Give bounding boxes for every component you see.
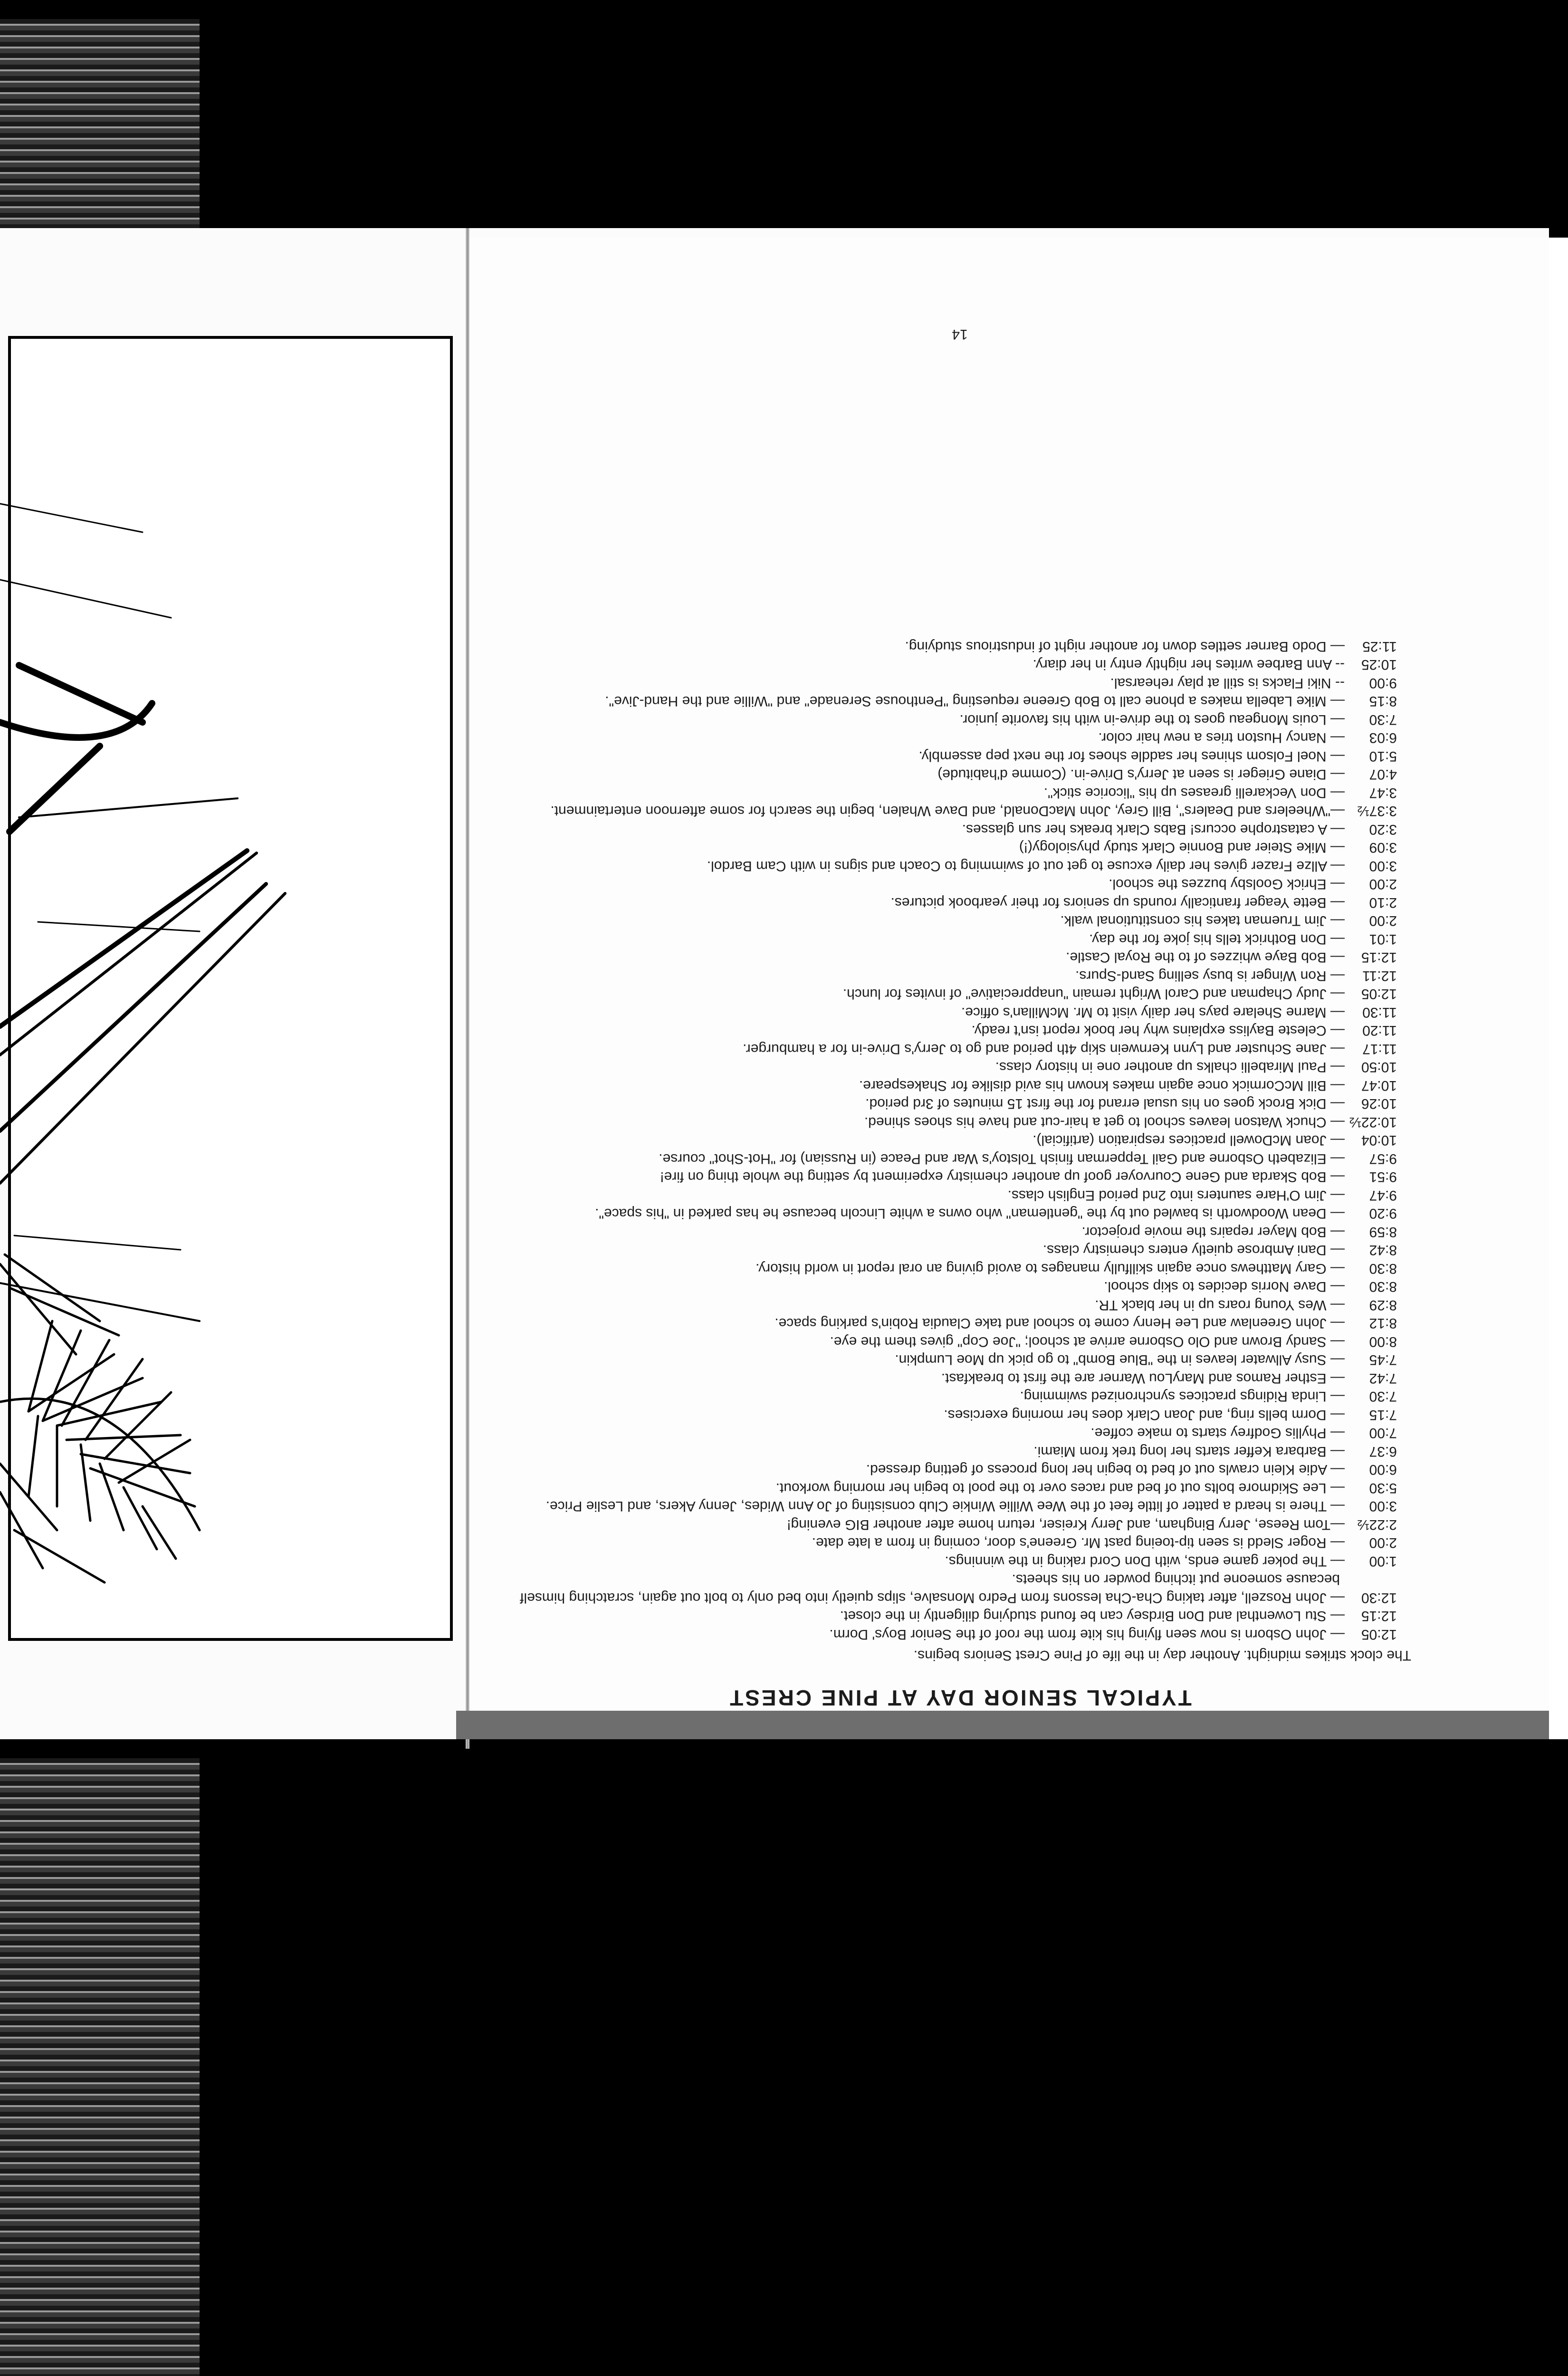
timeline-entry <box>494 802 1411 820</box>
timeline-entry <box>494 857 1411 875</box>
entry-text: — Don Veckarelli greases up his "licorice stick". <box>1043 785 1345 801</box>
entry-time: 12:15 <box>1361 949 1397 966</box>
timeline-entry <box>494 893 1411 912</box>
entry-time: 8:42 <box>1369 1242 1397 1258</box>
entry-text: — Chuck Watson leaves school to get a hair-cut and have his shoes shined. <box>864 1114 1345 1130</box>
entry-time: 5:30 <box>1369 1480 1397 1496</box>
entry-text: — Bob Skarda and Gene Courvoyer goof up another chemistry experiment by setting the whole thing on fire! <box>660 1169 1345 1185</box>
entry-time: 8:00 <box>1369 1334 1397 1350</box>
entry-time: 12:05 <box>1361 986 1397 1002</box>
timeline-entry <box>494 1442 1411 1461</box>
timeline-entry <box>494 1497 1411 1515</box>
entry-time: 7:42 <box>1369 1370 1397 1386</box>
timeline-entry <box>494 1277 1411 1296</box>
timeline-entry <box>494 1607 1411 1625</box>
entry-time: 3:00 <box>1369 858 1397 874</box>
entry-text: — Bette Yeager frantically rounds up seniors for their yearbook pictures. <box>890 895 1345 910</box>
entry-text: — Ron Winger is busy selling Sand-Spurs. <box>1075 968 1345 984</box>
entry-text: — Dorm bells ring, and Joan Clark does her morning exercises. <box>944 1407 1345 1423</box>
timeline-entry <box>494 1241 1411 1259</box>
entry-text: — John Osborn is now seen flying his kite from the roof of the Senior Boys' Dorm. <box>829 1627 1345 1642</box>
entry-text: —Tom Reese, Jerry Bingham, and Jerry Kreiser, return home after another BIG evening! <box>787 1517 1345 1533</box>
book-spine-bottom <box>0 1758 200 2376</box>
entry-time: 7:30 <box>1369 1389 1397 1405</box>
scan-background-top <box>0 0 1568 238</box>
entry-time: 8:30 <box>1369 1279 1397 1295</box>
entry-text: — A catastrophe occurs! Babs Clark breaks her sun glasses. <box>962 822 1345 837</box>
entry-text: — Dodo Barner settles down for another night of industrious studying. <box>905 639 1345 654</box>
entry-time: 6:03 <box>1369 730 1397 746</box>
entry-time: 7:30 <box>1369 712 1397 728</box>
timeline-entry <box>494 1552 1411 1571</box>
entry-text: — Nancy Huston tries a new hair color. <box>1098 730 1345 746</box>
timeline-entry <box>494 1625 1411 1644</box>
timeline-entry <box>494 710 1411 729</box>
entry-time: 3:20 <box>1369 822 1397 837</box>
entry-time: 1:01 <box>1369 931 1397 947</box>
entry-time: 2:00 <box>1369 913 1397 929</box>
page-title: TYPICAL SENIOR DAY AT PINE CREST <box>728 1686 1192 1710</box>
book-spine-top <box>0 19 200 235</box>
timeline-entry <box>494 1058 1411 1076</box>
entry-time: 12:15 <box>1361 1608 1397 1624</box>
entry-text: — Linda Ridings practices synchronized swimming. <box>1020 1389 1345 1405</box>
entry-time: 7:00 <box>1369 1425 1397 1441</box>
entry-time: 1:00 <box>1369 1553 1397 1569</box>
entry-time: 7:45 <box>1369 1352 1397 1368</box>
entry-time: 12:30 <box>1361 1590 1397 1606</box>
entry-time: 2:10 <box>1369 895 1397 910</box>
entry-text: — Wes Young roars up in her black TR. <box>1095 1297 1345 1313</box>
entry-text: — Jim Trueman takes his constitutional walk. <box>1060 913 1345 929</box>
entry-text: — Bob Baye whizzes of to the Royal Castle. <box>1066 949 1345 966</box>
entry-time: 3:00 <box>1369 1498 1397 1514</box>
page-gutter <box>466 228 469 1749</box>
timeline-entry <box>494 838 1411 857</box>
entry-time: 3:09 <box>1369 840 1397 856</box>
entry-text: — Stu Lowenthal and Don Birdsey can be found studying diligently in the closet. <box>840 1608 1345 1624</box>
entry-text: — There is heard a patter of little feet of the Wee Willie Winkie Club consisting of Jo Ann Wides, Jenny Akers, and Leslie Price. <box>545 1498 1345 1514</box>
entry-time: 2:22½ <box>1357 1517 1397 1533</box>
timeline-entry <box>494 765 1411 784</box>
timeline-entry <box>494 1424 1411 1442</box>
timeline-entry <box>494 967 1411 985</box>
intro-paragraph: The clock strikes midnight. Another day in the life of Pine Crest Seniors begins. <box>913 1648 1411 1663</box>
entry-time: 6:00 <box>1369 1462 1397 1478</box>
timeline-entry <box>494 1040 1411 1058</box>
timeline-entry <box>494 948 1411 967</box>
entry-time: 8:29 <box>1369 1297 1397 1313</box>
entry-text: — Don Bothrick tells his joke for the day. <box>1089 931 1345 947</box>
entry-time: 8:30 <box>1369 1261 1397 1276</box>
entry-text: — Dave Norris decides to skip school. <box>1104 1279 1345 1295</box>
entry-text: -- Ann Barbee writes her nightly entry in her diary. <box>1033 657 1345 673</box>
timeline-entry <box>494 875 1411 893</box>
timeline-entry <box>494 911 1411 930</box>
entry-text: — Jane Schuster and Lynn Kernwein skip 4th period and go to Jerry's Drive-in for a hamburger. <box>743 1041 1345 1057</box>
entry-time: 6:37 <box>1369 1444 1397 1459</box>
entry-text: — Susy Allwater leaves in the "Blue Bomb" to go pick up Moe Lumpkin. <box>895 1352 1345 1368</box>
entry-time: 10:50 <box>1361 1059 1397 1075</box>
timeline-entry <box>494 930 1411 948</box>
entry-text: — Bill McCormick once again makes known his avid dislike for Shakespeare. <box>859 1078 1345 1093</box>
entry-text: — Sandy Brown and Olo Osborne arrive at school; "Joe Cop" gives them the eye. <box>830 1334 1345 1350</box>
entry-text: — Bob Mayer repairs the movie projector. <box>1081 1224 1345 1240</box>
timeline-entry <box>494 1351 1411 1369</box>
entry-time: 12:05 <box>1361 1627 1397 1642</box>
entry-text: — Joan McDowell practices respiration (artificial). <box>1033 1132 1345 1149</box>
entry-text: — Dean Woodworth is bawled out by the "gentleman" who owns a white Lincoln because he has parked in "his space". <box>595 1206 1345 1222</box>
timeline-entry <box>494 1076 1411 1095</box>
text-page <box>494 266 1425 1739</box>
timeline-entry <box>494 655 1411 674</box>
timeline-entry <box>494 784 1411 802</box>
entry-time: 8:12 <box>1369 1315 1397 1332</box>
entry-time: 2:00 <box>1369 876 1397 892</box>
timeline-list <box>494 637 1425 1644</box>
timeline-entry <box>494 1186 1411 1205</box>
entry-text: —"Wheelers and Dealers", Bill Grey, John MacDonald, and Dave Whalen, begin the search for some afternoon entertainment. <box>550 803 1345 819</box>
entry-time: 8:15 <box>1369 693 1397 709</box>
timeline-entry <box>494 1296 1411 1314</box>
entry-text: — Ehrick Goolsby buzzes the school. <box>1109 876 1345 892</box>
entry-time: 9:47 <box>1369 1188 1397 1203</box>
entry-time: 3:37½ <box>1357 803 1397 819</box>
entry-text: — Phyllis Godfrey starts to make coffee. <box>1090 1425 1345 1441</box>
timeline-entry <box>494 1168 1411 1186</box>
entry-text: — Mike Labella makes a phone call to Bob Greene requesting "Penthouse Serenade" and "Willie and the Hand-Jive". <box>605 693 1345 709</box>
entry-text: — Noel Folsom shines her saddle shoes for the next pep assembly. <box>918 748 1345 764</box>
entry-text: — Allze Frazer gives her daily excuse to get out of swimming to Coach and signs in with Cam Bardol. <box>707 858 1345 874</box>
timeline-entry <box>494 637 1411 656</box>
entry-text: — Esther Ramos and MaryLou Warner are the first to breakfast. <box>941 1370 1345 1386</box>
timeline-entry <box>494 1387 1411 1406</box>
entry-time: 10:47 <box>1361 1078 1397 1093</box>
timeline-entry <box>494 1479 1411 1497</box>
entry-time: 11:17 <box>1362 1041 1397 1057</box>
pine-branch-illustration <box>0 333 456 1654</box>
entry-text: — John Greenlaw and Lee Henry come to school and take Claudia Robin's parking space. <box>774 1315 1345 1332</box>
entry-time: 9:57 <box>1369 1151 1397 1167</box>
timeline-entry <box>494 1369 1411 1388</box>
timeline-entry <box>494 1113 1411 1131</box>
entry-text: -- Niki Flacks is still at play rehearsal. <box>1110 675 1345 691</box>
entry-time: 10:26 <box>1361 1096 1397 1112</box>
entry-time: 10:04 <box>1361 1132 1397 1149</box>
timeline-entry <box>494 1223 1411 1241</box>
timeline-entry <box>494 1406 1411 1424</box>
timeline-entry <box>494 674 1411 692</box>
timeline-entry <box>494 1570 1411 1607</box>
entry-text: — John Roszell, after taking Cha-Cha lessons from Pedro Monsalve, slips quietly into bed only to bolt out again, scratching himself because someone put itching powder on his sheets. <box>520 1571 1345 1606</box>
timeline-entry <box>494 820 1411 839</box>
entry-text: — Judy Chapman and Carol Wright remain "unappreciative" of invites for lunch. <box>842 986 1345 1002</box>
entry-text: — Gary Matthews once again skillfully manages to avoid giving an oral report in world history. <box>755 1261 1345 1276</box>
entry-time: 12:11 <box>1362 968 1397 984</box>
entry-time: 11:20 <box>1362 1023 1397 1039</box>
timeline-entry <box>494 747 1411 766</box>
timeline-entry <box>494 1131 1411 1150</box>
timeline-entry <box>494 728 1411 747</box>
entry-text: — Elizabeth Osborne and Gail Tepperman finish Tolstoy's War and Peace (in Russian) for "Hot-Shot" course. <box>659 1151 1345 1167</box>
entry-text: — The poker game ends, with Don Cord raking in the winnings. <box>945 1553 1345 1569</box>
entry-text: — Mike Steier and Bonnie Clark study physiology(!) <box>1019 840 1345 856</box>
entry-time: 7:15 <box>1369 1407 1397 1423</box>
timeline-entry <box>494 1150 1411 1168</box>
entry-time: 11:25 <box>1362 639 1397 654</box>
timeline-entry <box>494 1259 1411 1278</box>
timeline-entry <box>494 1515 1411 1534</box>
timeline-entry <box>494 985 1411 1003</box>
scan-background-bottom <box>0 1739 1568 2376</box>
timeline-entry <box>494 692 1411 710</box>
entry-time: 9:20 <box>1369 1206 1397 1222</box>
entry-text: — Paul Mirabelli chalks up another one in history class. <box>995 1059 1345 1075</box>
timeline-entry <box>494 1332 1411 1351</box>
entry-time: 11:30 <box>1362 1005 1397 1020</box>
entry-time: 3:47 <box>1369 785 1397 801</box>
entry-time: 5:10 <box>1369 748 1397 764</box>
timeline-entry <box>494 1533 1411 1552</box>
timeline-entry <box>494 1314 1411 1332</box>
timeline-entry <box>494 1094 1411 1113</box>
entry-text: — Roger Sledd is seen tip-toeing past Mr. Greene's door, coming in from a late date. <box>812 1535 1345 1551</box>
entry-text: — Adie Klein crawls out of bed to begin her long process of getting dressed. <box>866 1462 1345 1478</box>
entry-text: — Jim O'Hare saunters into 2nd period English class. <box>1007 1188 1345 1203</box>
entry-time: 4:07 <box>1369 766 1397 783</box>
timeline-entry <box>494 1021 1411 1040</box>
entry-time: 9:51 <box>1369 1169 1397 1185</box>
entry-time: 9:00 <box>1369 675 1397 691</box>
timeline-entry <box>494 1204 1411 1223</box>
entry-time: 10:25 <box>1361 657 1397 673</box>
entry-time: 10:22½ <box>1349 1114 1397 1130</box>
entry-text: — Diane Grieger is seen at Jerry's Drive-in. (Comme d'habitude) <box>937 766 1345 783</box>
entry-time: 2:00 <box>1369 1535 1397 1551</box>
entry-text: — Celeste Bayliss explains why her book report isn't ready. <box>971 1023 1345 1039</box>
timeline-entry <box>494 1460 1411 1479</box>
entry-text: — Dani Ambrose quietly enters chemistry class. <box>1042 1242 1345 1258</box>
entry-time: 8:59 <box>1369 1224 1397 1240</box>
page-number: 14 <box>952 326 968 342</box>
entry-text: — Marne Shelare pays her daily visit to Mr. McMillan's office. <box>961 1005 1345 1020</box>
entry-text: — Louis Mongeau goes to the drive-in with his favorite junior. <box>959 712 1345 728</box>
entry-text: — Dick Brock goes on his usual errand for the first 15 minutes of 3rd period. <box>865 1096 1345 1112</box>
entry-text: — Barbara Keffer starts her long trek from Miami. <box>1033 1444 1345 1459</box>
timeline-entry <box>494 1003 1411 1022</box>
entry-text: — Lee Skidmore bolts out of bed and races over to the pool to begin her morning workout. <box>775 1480 1345 1496</box>
